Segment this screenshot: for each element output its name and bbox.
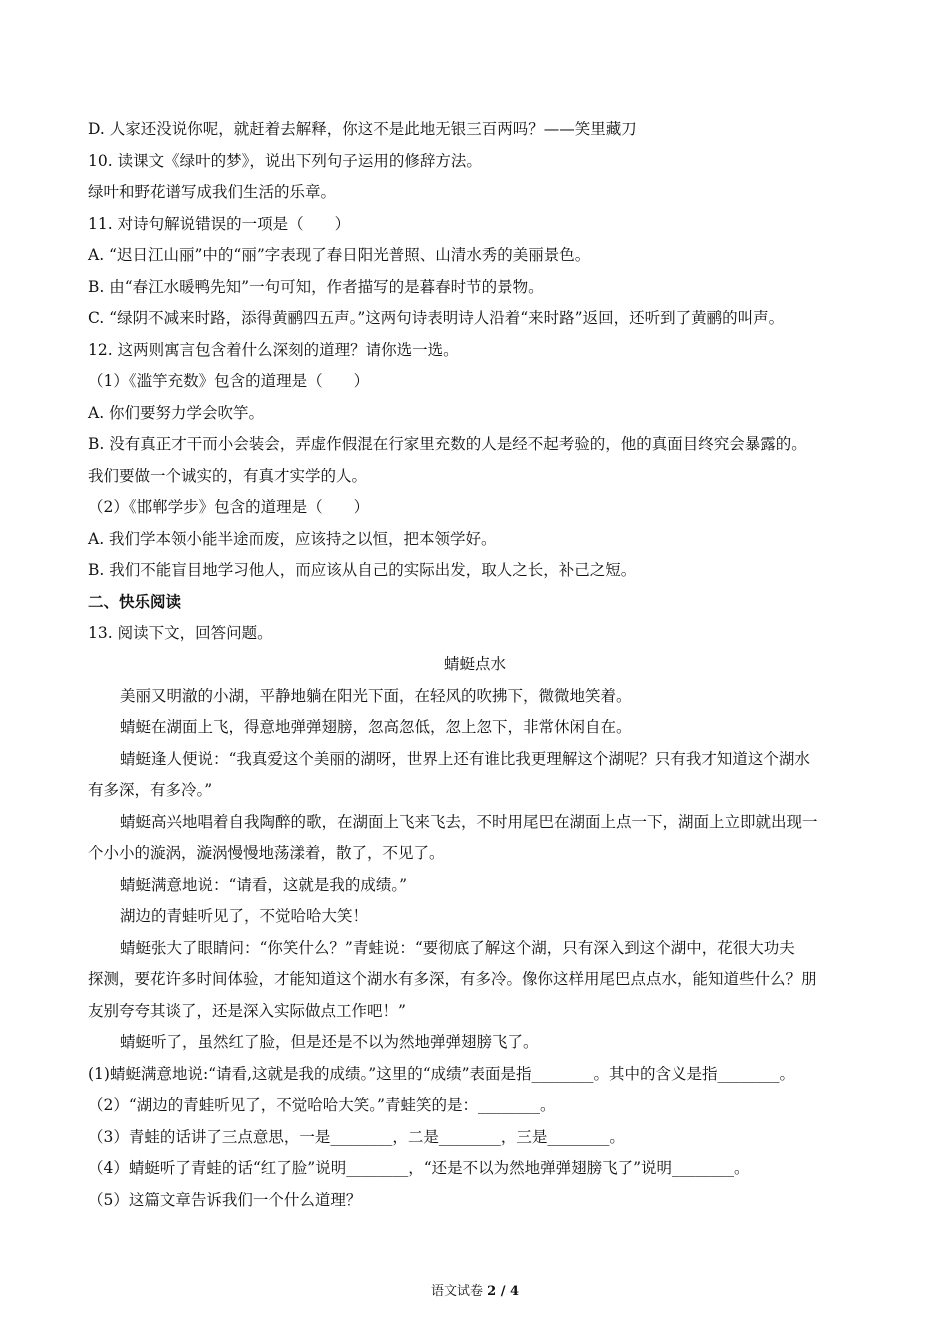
passage-paragraph-4: 蜻蜓高兴地唱着自我陶醉的歌，在湖面上飞来飞去，不时用尾巴在湖面上点一下，湖面上立即就出现一 — [120, 813, 818, 831]
sub-question-1: (1)蜻蜓满意地说:“请看,这就是我的成绩。”这里的“成绩”表面是指________。其中的含义是指________。 — [88, 1065, 796, 1083]
sub-question-3: （3）青蛙的话讲了三点意思，一是________，二是________，三是________。 — [88, 1128, 625, 1146]
sub-question-4: （4）蜻蜓听了青蛙的话“红了脸”说明________，“还是不以为然地弹弹翅膀飞了”说明________。 — [88, 1159, 750, 1177]
passage-paragraph-7: 蜻蜓张大了眼睛问：“你笑什么？”青蛙说：“要彻底了解这个湖，只有深入到这个湖中，花很大功夫 — [120, 939, 795, 957]
question-12-part-2: （2）《邯郸学步》包含的道理是（ ） — [88, 498, 370, 516]
footer-label: 语文试卷 — [430, 1284, 483, 1299]
question-11: 11. 对诗句解说错误的一项是（ ） — [88, 215, 351, 233]
passage-paragraph-6: 湖边的青蛙听见了，不觉哈哈大笑！ — [120, 907, 369, 925]
passage-paragraph-8: 蜻蜓听了，虽然红了脸，但是还是不以为然地弹弹翅膀飞了。 — [120, 1033, 539, 1051]
question-11-option-b: B. 由“春江水暖鸭先知”一句可知，作者描写的是暮春时节的景物。 — [88, 278, 544, 296]
option-d-line: D. 人家还没说你呢，就赶着去解释，你这不是此地无银三百两吗？——笑里藏刀 — [88, 120, 637, 138]
question-11-option-a: A. “迟日江山丽”中的“丽”字表现了春日阳光普照、山清水秀的美丽景色。 — [88, 246, 591, 264]
passage-paragraph-2: 蜻蜓在湖面上飞，得意地弹弹翅膀，忽高忽低，忽上忽下，非常休闲自在。 — [120, 718, 632, 736]
passage-title: 蜻蜓点水 — [443, 655, 506, 673]
sub-question-2: （2）“湖边的青蛙听见了，不觉哈哈大笑。”青蛙笑的是：________。 — [88, 1096, 556, 1114]
page-footer — [0, 1283, 950, 1301]
passage-paragraph-7-cont-2: 友别夸夸其谈了，还是深入实际做点工作吧！” — [88, 1002, 406, 1020]
section-heading: 二、快乐阅读 — [88, 593, 182, 611]
question-10: 10. 读课文《绿叶的梦》，说出下列句子运用的修辞方法。 — [88, 152, 482, 170]
question-12-1-option-b: B. 没有真正才干而小会装会，弄虚作假混在行家里充数的人是经不起考验的，他的真面目终究会暴露的。 — [88, 435, 807, 453]
question-12: 12. 这两则寓言包含着什么深刻的道理？请你选一选。 — [88, 341, 459, 359]
passage-paragraph-3: 蜻蜓逢人便说：“我真爱这个美丽的湖呀，世界上还有谁比我更理解这个湖呢？只有我才知道这个湖水 — [120, 750, 810, 768]
question-13: 13. 阅读下文，回答问题。 — [88, 624, 273, 642]
question-11-option-c: C. “绿阴不减来时路，添得黄鹂四五声。”这两句诗表明诗人沿着“来时路”返回，还听到了黄鹂的叫声。 — [88, 309, 785, 327]
passage-paragraph-7-cont-1: 探测，要花许多时间体验，才能知道这个湖水有多深，有多冷。像你这样用尾巴点点水，能知道些什么？朋 — [88, 970, 817, 988]
page-number: 2 / 4 — [487, 1284, 520, 1299]
passage-paragraph-1: 美丽又明澈的小湖，平静地躺在阳光下面，在轻风的吹拂下，微微地笑着。 — [120, 687, 632, 705]
passage-paragraph-5: 蜻蜓满意地说：“请看，这就是我的成绩。” — [120, 876, 408, 894]
question-12-2-option-a: A. 我们学本领小能半途而废，应该持之以恒，把本领学好。 — [88, 530, 497, 548]
passage-paragraph-4-cont: 个小小的漩涡，漩涡慢慢地荡漾着，散了，不见了。 — [88, 844, 445, 862]
question-12-part-1: （1）《滥竽充数》包含的道理是（ ） — [88, 372, 370, 390]
question-10-sentence: 绿叶和野花谱写成我们生活的乐章。 — [88, 183, 337, 201]
question-12-2-option-b: B. 我们不能盲目地学习他人，而应该从自己的实际出发，取人之长，补己之短。 — [88, 561, 637, 579]
question-12-1-option-a: A. 你们要努力学会吹竽。 — [88, 404, 265, 422]
sub-question-5: （5）这篇文章告诉我们一个什么道理？ — [88, 1191, 362, 1209]
passage-paragraph-3-cont: 有多深，有多冷。” — [88, 781, 213, 799]
question-12-1-option-b-cont: 我们要做一个诚实的，有真才实学的人。 — [88, 467, 368, 485]
